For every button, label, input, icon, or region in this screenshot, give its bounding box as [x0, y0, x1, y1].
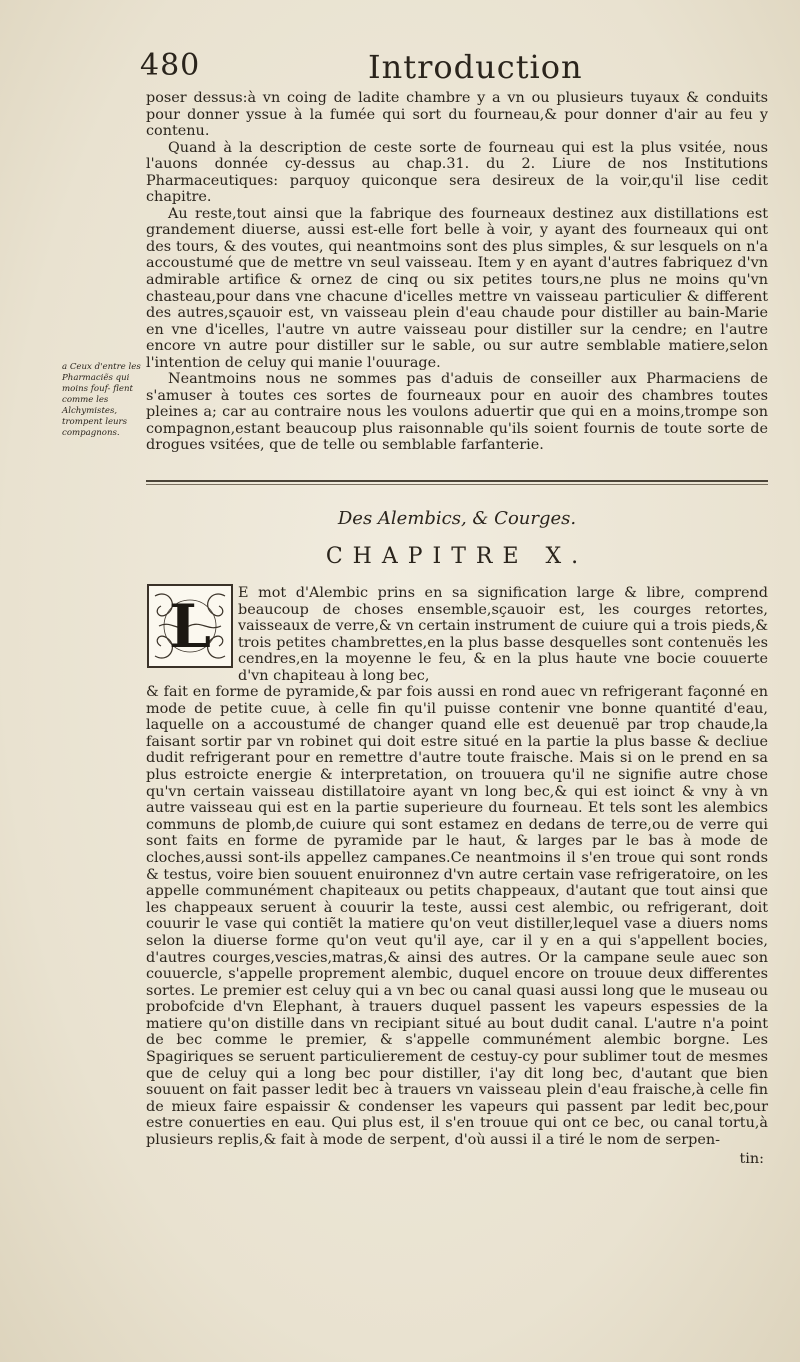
ornamental-initial [147, 584, 233, 668]
chapter-opening-text [238, 585, 768, 684]
top-text-block [146, 90, 768, 454]
running-title: Introduction [368, 48, 583, 86]
chapter-body-text [146, 684, 768, 1149]
section-divider-thin [146, 484, 768, 485]
paragraph: Au reste,tout ainsi que la fabrique des fourneaux destinez aux distillations est grandement diuerse, aussi est-elle fort belle à voir, y ayant des fourneaux qui ont des tours, & des voutes, qui neantmoins sont des plus simples, & sur lesquels on n'a accoustumé que de mettre vn seul vaisseau. Item y en ayant d'autres fabriquez d'vn admirable artifice & ornez de cinq ou six petites tours,ne plus ne moins qu'vn chasteau,pour dans vne chacune d'icelles mettre vn vaisseau particulier & different des autres,sçauoir est, vn vaisseau plein d'eau chaude pour distiller au bain-Marie en vne d'icelles, l'autre vn autre vaisseau pour distiller sur la cendre; en l'autre encore vn autre pour distiller sur le sable, ou sur autre semblable matiere,selon l'intention de celuy qui manie l'ouurage. [146, 205, 768, 371]
paragraph: Neantmoins nous ne sommes pas d'aduis de conseiller aux Pharmaciens de s'amuser à toutes ces sortes de fourneaux pour en auoir des chambres toutes pleines a; car au contraire nous les voulons aduertir que qui en a moins,trompe son compagnon,estant beaucoup plus raisonnable qu'ils soient fournis de toute sorte de drogues vsitées, que de telle ou semblable farfanterie. [146, 371, 768, 454]
paragraph: E mot d'Alembic prins en sa signification large & libre, comprend beaucoup de choses ensemble,sçauoir est, les courges retortes, vaisseaux de verre,& vn certain instrument de cuiure qui a trois pieds,& trois petites chambrettes,en la plus basse desquelles sont contenuës les cendres,en la moyenne le feu, & en la plus haute vne bocie couuerte d'vn chapiteau à long bec, [238, 585, 769, 684]
paragraph: poser dessus:à vn coing de ladite chambre y a vn ou plusieurs tuyaux & conduits pour donner yssue à la fumée qui sort du fourneau,& pour donner d'air au feu y contenu. [146, 90, 768, 140]
dropcap-letter: L [168, 592, 212, 662]
chapter-title: CHAPITRE X. [325, 544, 589, 569]
margin-note: a Ceux d'entre les Pharmaciẽs qui moins fouf- flent comme les Alchymistes, trompent leurs compagnons. [62, 362, 141, 438]
paragraph: Quand à la description de ceste sorte de fourneau qui est la plus vsitée, nous l'auons donnée cy-dessus au chap.31. du 2. Liure de nos Institutions Pharmaceutiques: parquoy quiconque sera desireux de la voir,qu'il lise cedit chapitre. [146, 139, 768, 206]
section-divider [146, 480, 768, 482]
page-header [140, 48, 760, 90]
paragraph: & fait en forme de pyramide,& par fois aussi en rond auec vn refrigerant façonné en mode de petite cuue, à celle fin qu'il puisse contenir vne bonne quantité d'eau, laquelle on a accoustumé de changer quand elle est deuenuë par trop chaude,la faisant sortir par vn robinet qui doit estre situé en la partie la plus basse & decliue dudit refrigerant pour en remettre d'autre toute fraische. Mais si on le prend en sa plus estroicte energie & interpretation, on trouuera qu'il ne signifie autre chose qu'vn certain vaisseau distillatoire ayant vn long bec,& qui est ioinct & vny à vn autre vaisseau qui est en la partie superieure du fourneau. Et tels sont les alembics communs de plomb,de cuiure qui sont estamez en dedans de terre,ou de verre qui sont faits en forme de pyramide par le haut, & larges par le bas à mode de cloches,aussi sont-ils appellez campanes.Ce neantmoins il s'en troue qui sont ronds & testus, voire bien souuent enuironnez d'vn autre certain vase refrigeratoire, on les appelle communément chapiteaux ou petits chappeaux, d'autant que tout ainsi que les chappeaux seruent à couurir la teste, aussi cest alembic, ou refrigerant, doit couurir le vase qui contiẽt la matiere qu'on veut distiller,lequel vase a diuers noms selon la diuerse forme qu'on veut qu'il aye, car il y en a qui s'appellent bocies, d'autres courges,vescies,matras,& ainsi des autres. Or la campane seule auec son couuercle, s'appelle proprement alembic, duquel encore on trouue deux differentes sortes. Le premier est celuy qui a vn bec ou canal quasi aussi long que le museau ou probofcide d'vn Elephant, à trauers duquel passent les vapeurs espessies de la matiere qu'on distille dans vn recipiant situé au bout dudit canal. L'autre n'a point de bec comme le premier, & s'appelle communément alembic borgne. Les Spagiriques se seruent particulierement de cestuy-cy pour sublimer tout de mesmes que de celuy qui a long bec pour distiller, i'ay dit long bec, d'autant que bien souuent on fait passer ledit bec à trauers vn vaisseau plein d'eau fraische,à celle fin de mieux faire espaissir & condenser les vapeurs qui passent par ledit bec,pour estre conuerties en eau. Qui plus est, il s'en trouue qui ont ce bec, ou canal tortu,à plusieurs replis,& fait à mode de serpent, d'où aussi il a tiré le nom de serpen- [146, 684, 768, 1149]
section-title: Des Alembics, & Courges. [337, 508, 577, 529]
catchword: tin: [739, 1151, 764, 1167]
page-number: 480 [140, 48, 201, 83]
